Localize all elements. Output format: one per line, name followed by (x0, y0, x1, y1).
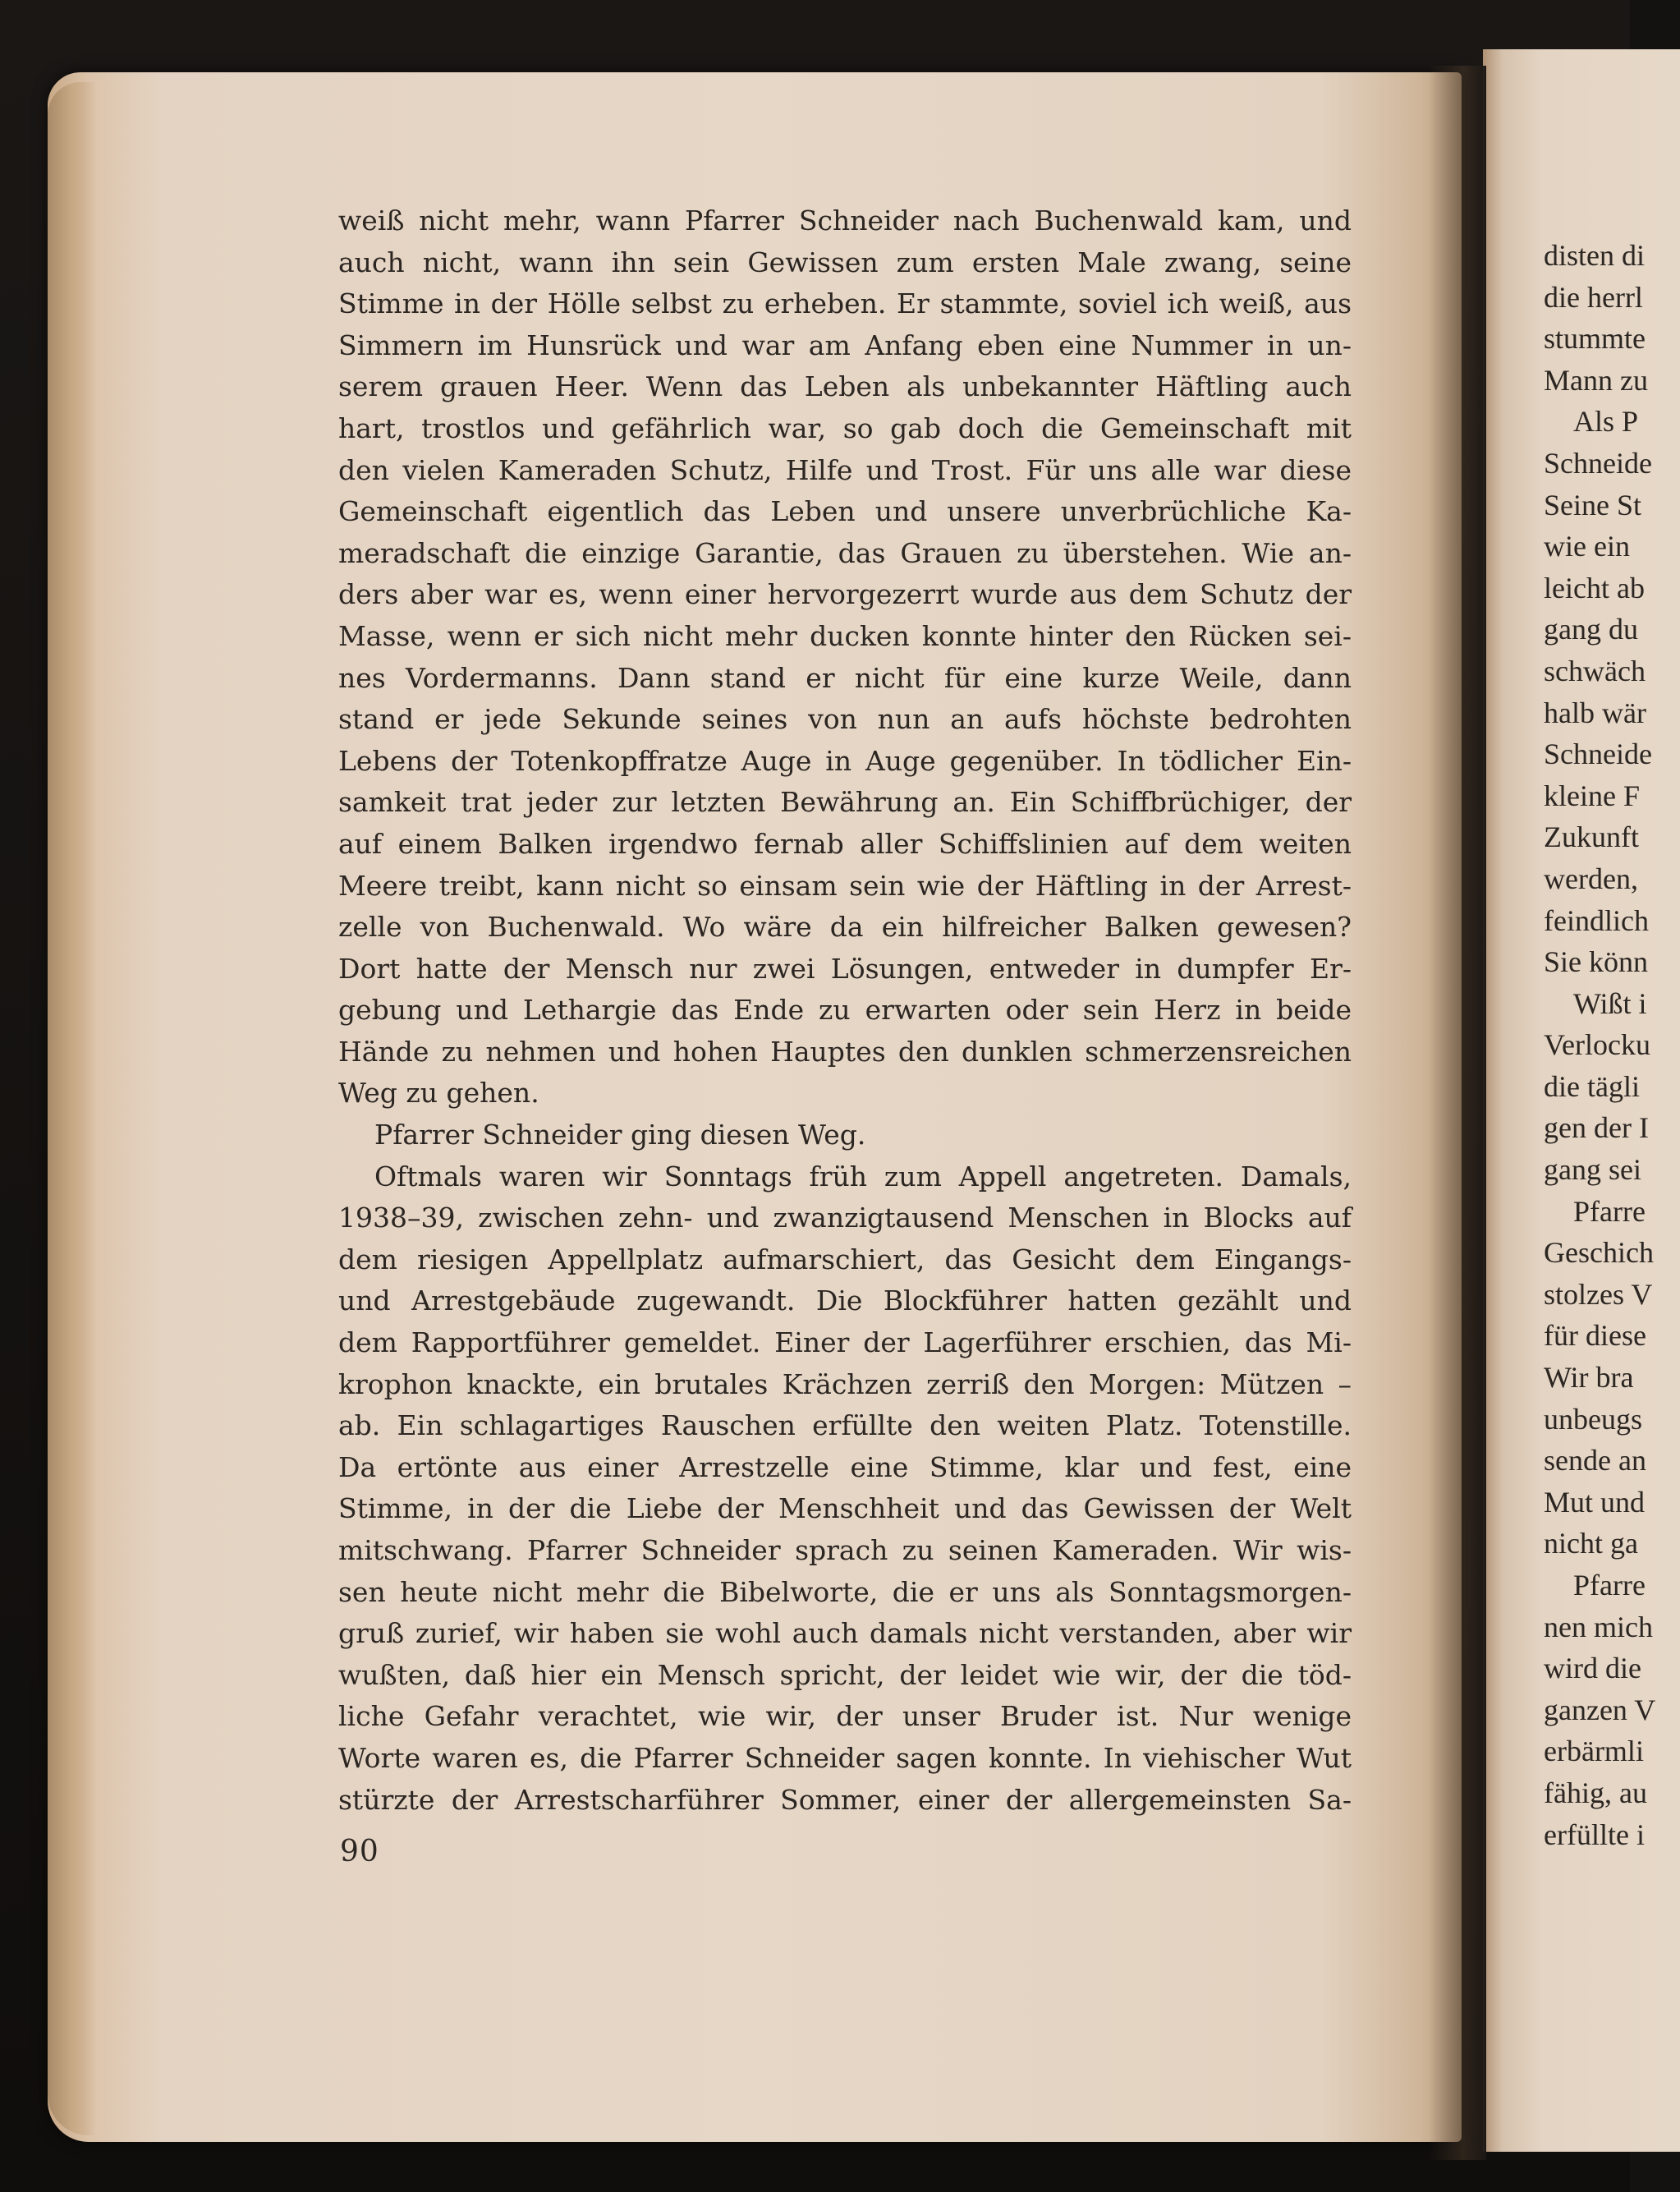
text-line: samkeit trat jeder zur letzten Bewährung an. Ein Schiffbrüchiger, der (338, 786, 1352, 819)
text-line: serem grauen Heer. Wenn das Leben als unbekannter Häftling auch (338, 370, 1352, 403)
right-page-line: disten di (1544, 239, 1645, 272)
book-spine-shadow (1429, 66, 1486, 2160)
right-page-line: erfüllte i (1544, 1817, 1645, 1851)
right-page-line: feindlich (1544, 903, 1649, 937)
text-line: nes Vordermanns. Dann stand er nicht für eine kurze Weile, dann (338, 661, 1352, 694)
right-page-line: wird die (1544, 1652, 1641, 1685)
text-line: Oftmals waren wir Sonntags früh zum Appell angetreten. Damals, (374, 1160, 1352, 1193)
text-line: Worte waren es, die Pfarrer Schneider sagen konnte. In viehischer Wut (338, 1741, 1352, 1774)
text-line: Pfarrer Schneider ging diesen Weg. (374, 1119, 866, 1151)
right-page-line: Schneide (1544, 446, 1652, 480)
text-line: gebung und Lethargie das Ende zu erwarten oder sein Herz in beide (338, 994, 1352, 1027)
right-page-line: schwäch (1544, 654, 1646, 687)
right-page-line: wie ein (1544, 530, 1630, 563)
text-line: sen heute nicht mehr die Bibelworte, die er uns als Sonntagsmorgen- (338, 1575, 1352, 1608)
right-page-line: Mann zu (1544, 363, 1648, 397)
text-line: ders aber war es, wenn einer hervorgezerrt wurde aus dem Schutz der (338, 578, 1352, 611)
right-page-line: für diese (1544, 1319, 1646, 1353)
text-line: stürzte der Arrestscharführer Sommer, einer der allergemeinsten Sa- (338, 1783, 1352, 1816)
right-page-line: ganzen V (1544, 1693, 1656, 1726)
text-line: Gemeinschaft eigentlich das Leben und unsere unverbrüchliche Ka- (338, 495, 1352, 528)
right-page-line: Seine St (1544, 488, 1642, 522)
right-page-line: nicht ga (1544, 1527, 1638, 1560)
text-line: auch nicht, wann ihn sein Gewissen zum ersten Male zwang, seine (338, 246, 1352, 278)
text-line: gruß zurief, wir haben sie wohl auch damals nicht verstanden, aber wir (338, 1617, 1352, 1650)
text-line: liche Gefahr verachtet, wie wir, der unser Bruder ist. Nur wenige (338, 1700, 1352, 1733)
text-line: Weg zu gehen. (338, 1077, 539, 1110)
right-page-line: stolzes V (1544, 1277, 1653, 1311)
text-line: Simmern im Hunsrück und war am Anfang eben eine Nummer in un- (338, 329, 1352, 361)
text-line: mitschwang. Pfarrer Schneider sprach zu seinen Kameraden. Wir wis- (338, 1534, 1352, 1566)
right-page-line: Zukunft (1544, 820, 1639, 854)
right-page-line: stummte (1544, 322, 1646, 356)
text-line: zelle von Buchenwald. Wo wäre da ein hilfreicher Balken gewesen? (338, 911, 1352, 944)
right-page-line: Pfarre (1573, 1194, 1646, 1228)
right-page-line: unbeugs (1544, 1402, 1642, 1436)
right-page-line: Sie könn (1544, 945, 1649, 979)
right-page-line: Geschich (1544, 1236, 1654, 1270)
right-page-line: Verlocku (1544, 1028, 1650, 1062)
text-line: Dort hatte der Mensch nur zwei Lösungen, entweder in dumpfer Er- (338, 952, 1352, 985)
text-line: meradschaft die einzige Garantie, das Grauen zu überstehen. Wie an- (338, 536, 1352, 569)
text-line: dem riesigen Appellplatz aufmarschiert, das Gesicht dem Eingangs- (338, 1243, 1352, 1275)
text-line: Lebens der Totenkopffratze Auge in Auge gegenüber. In tödlicher Ein- (338, 744, 1352, 777)
text-line: Meere treibt, kann nicht so einsam sein wie der Häftling in der Arrest- (338, 869, 1352, 902)
right-page-line: erbärmli (1544, 1735, 1644, 1768)
right-page-line: Pfarre (1573, 1569, 1646, 1601)
body-text (338, 200, 1352, 1821)
right-page-line: werden, (1544, 862, 1638, 895)
right-page-line: Wißt i (1573, 986, 1647, 1020)
text-line: Stimme, in der die Liebe der Menschheit und das Gewissen der Welt (338, 1492, 1352, 1525)
text-line: auf einem Balken irgendwo fernab aller Schiffslinien auf dem weiten (338, 827, 1352, 860)
text-line: wußten, daß hier ein Mensch spricht, der leidet wie wir, der die töd- (338, 1658, 1352, 1691)
text-line: und Arrestgebäude zugewandt. Die Blockführer hatten gezählt und (338, 1284, 1352, 1317)
right-page-line: Mut und (1544, 1485, 1646, 1519)
page-edge (48, 82, 97, 2135)
right-page-line: leicht ab (1544, 571, 1645, 604)
text-line: Hände zu nehmen und hohen Hauptes den dunklen schmerzensreichen (338, 1035, 1352, 1068)
right-page (1483, 49, 1680, 2152)
right-page-line: nen mich (1544, 1610, 1653, 1643)
right-page-line: die tägli (1544, 1069, 1640, 1103)
right-page-line: halb wär (1544, 696, 1646, 729)
page-number: 90 (340, 1835, 379, 1868)
text-line: 1938–39, zwischen zehn- und zwanzigtausend Menschen in Blocks auf (338, 1202, 1352, 1234)
text-line: weiß nicht mehr, wann Pfarrer Schneider nach Buchenwald kam, und (338, 204, 1352, 237)
right-page-line: gang du (1544, 613, 1638, 646)
text-line: den vielen Kameraden Schutz, Hilfe und Trost. Für uns alle war diese (338, 453, 1352, 486)
text-line: ab. Ein schlagartiges Rauschen erfüllte den weiten Platz. Totenstille. (338, 1409, 1352, 1442)
text-line: Da ertönte aus einer Arrestzelle eine Stimme, klar und fest, eine (338, 1450, 1352, 1483)
right-page-line: Wir bra (1544, 1361, 1634, 1395)
text-line: Stimme in der Hölle selbst zu erheben. Er stammte, soviel ich weiß, aus (338, 287, 1352, 320)
right-page-line: gen der I (1544, 1111, 1649, 1145)
right-page-line: sende an (1544, 1444, 1646, 1477)
right-page-text (1544, 235, 1655, 1855)
text-line: Masse, wenn er sich nicht mehr ducken konnte hinter den Rücken sei- (338, 619, 1352, 652)
right-page-line: fähig, au (1544, 1776, 1647, 1809)
text-line: dem Rapportführer gemeldet. Einer der Lagerführer erschien, das Mi- (338, 1326, 1352, 1359)
right-page-line: Als P (1573, 405, 1639, 439)
text-line: hart, trostlos und gefährlich war, so gab doch die Gemeinschaft mit (338, 411, 1352, 444)
text-line: stand er jede Sekunde seines von nun an aufs höchste bedrohten (338, 703, 1352, 736)
right-page-line: die herrl (1544, 280, 1643, 314)
text-line: krophon knackte, ein brutales Krächzen zerriß den Morgen: Mützen – (338, 1367, 1352, 1400)
right-page-line: gang sei (1544, 1153, 1641, 1187)
right-page-line: Schneide (1544, 738, 1652, 771)
right-page-line: kleine F (1544, 779, 1640, 812)
